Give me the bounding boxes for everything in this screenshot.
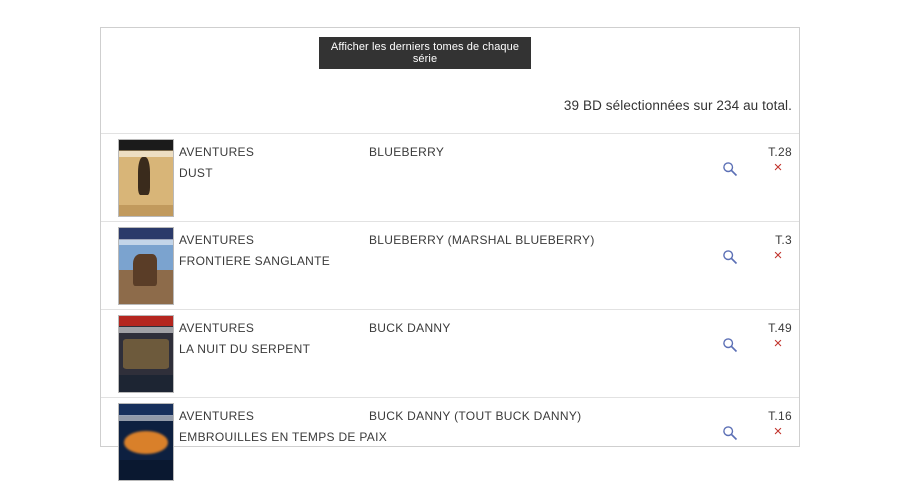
row-title: DUST [179, 166, 213, 180]
row-title: EMBROUILLES EN TEMPS DE PAIX [179, 430, 388, 444]
cover-thumbnail[interactable] [118, 227, 174, 305]
magnifier-icon[interactable] [721, 424, 739, 442]
magnifier-icon[interactable] [721, 336, 739, 354]
show-latest-volumes-button[interactable]: Afficher les derniers tomes de chaque série [319, 37, 531, 69]
table-row[interactable] [101, 397, 799, 485]
cover-buck-danny-la-nuit-du-serpent [119, 316, 173, 392]
cover-thumbnail[interactable] [118, 139, 174, 217]
table-row[interactable] [101, 309, 799, 397]
row-volume: T.3 [775, 233, 792, 247]
row-genre: AVENTURES [179, 233, 255, 247]
row-series: BUCK DANNY (TOUT BUCK DANNY) [369, 409, 582, 423]
comics-list [101, 133, 799, 485]
row-genre: AVENTURES [179, 145, 255, 159]
row-series: BLUEBERRY (MARSHAL BLUEBERRY) [369, 233, 595, 247]
row-volume: T.16 [768, 409, 792, 423]
row-volume: T.28 [768, 145, 792, 159]
row-genre: AVENTURES [179, 321, 255, 335]
cover-blueberry-dust [119, 140, 173, 216]
comics-list-panel [100, 27, 800, 447]
cover-title-band [119, 239, 173, 246]
row-title: LA NUIT DU SERPENT [179, 342, 311, 356]
close-icon[interactable]: × [769, 423, 787, 441]
row-series: BUCK DANNY [369, 321, 451, 335]
row-volume: T.49 [768, 321, 792, 335]
cover-title-band [119, 415, 173, 422]
selection-count-status: 39 BD sélectionnées sur 234 au total. [563, 98, 792, 113]
cover-tout-buck-danny-embrouilles-en-temps-de-paix [119, 404, 173, 480]
cover-marshal-blueberry-frontiere-sanglante [119, 228, 173, 304]
magnifier-icon[interactable] [721, 248, 739, 266]
close-icon[interactable]: × [769, 247, 787, 265]
row-genre: AVENTURES [179, 409, 255, 423]
close-icon[interactable]: × [769, 159, 787, 177]
magnifier-icon[interactable] [721, 160, 739, 178]
close-icon[interactable]: × [769, 335, 787, 353]
toolbar [101, 28, 799, 80]
row-series: BLUEBERRY [369, 145, 445, 159]
cover-title-band [119, 151, 173, 158]
cover-title-band [119, 327, 173, 334]
row-title: FRONTIERE SANGLANTE [179, 254, 331, 268]
table-row[interactable] [101, 133, 799, 221]
table-row[interactable] [101, 221, 799, 309]
cover-thumbnail[interactable] [118, 403, 174, 481]
cover-thumbnail[interactable] [118, 315, 174, 393]
